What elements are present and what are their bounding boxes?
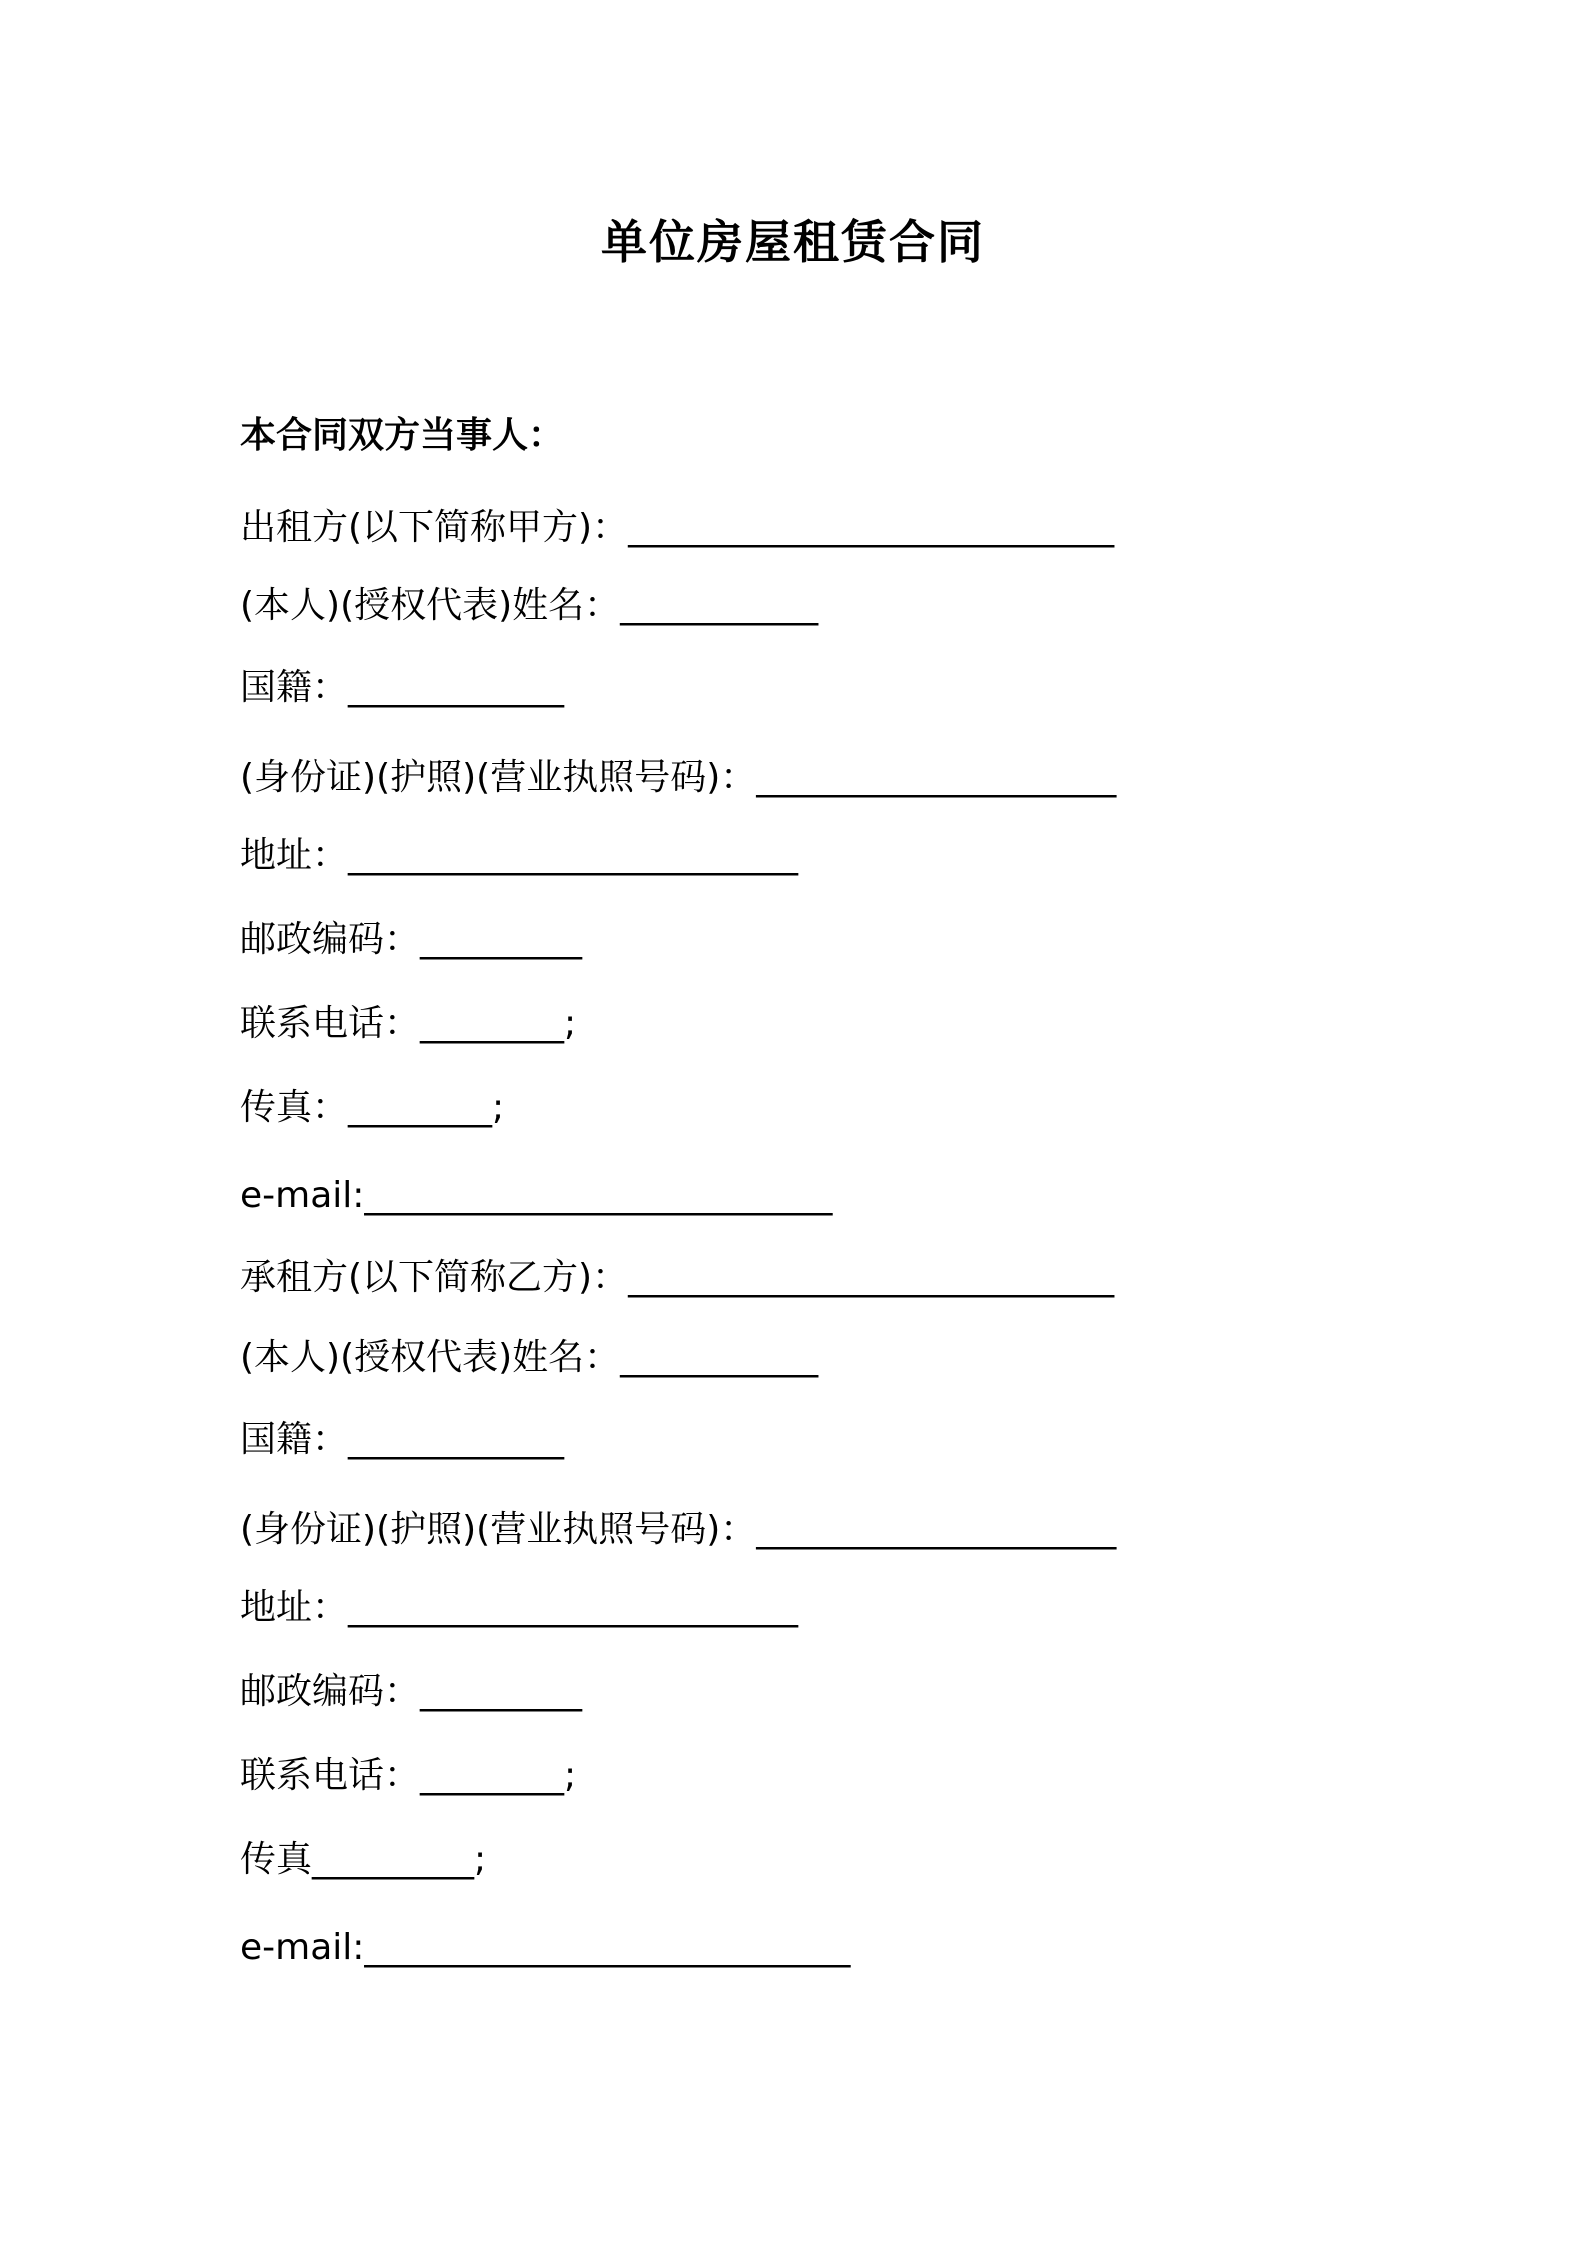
party-b-nationality: 国籍：____________ bbox=[240, 1419, 565, 1460]
party-a-email: e-mail:__________________________ bbox=[240, 1175, 833, 1216]
parties-intro: 本合同双方当事人： bbox=[240, 415, 565, 456]
party-a-postal-code: 邮政编码：_________ bbox=[240, 919, 583, 960]
party-b-phone: 联系电话：________; bbox=[240, 1755, 577, 1796]
party-b-name: (本人)(授权代表)姓名：___________ bbox=[240, 1337, 819, 1378]
party-a-fax: 传真：________; bbox=[240, 1087, 505, 1128]
party-a-nationality: 国籍：____________ bbox=[240, 667, 565, 708]
party-a-id-number: (身份证)(护照)(营业执照号码)：____________________ bbox=[240, 757, 1117, 798]
party-a-name: (本人)(授权代表)姓名：___________ bbox=[240, 585, 819, 626]
party-b-email: e-mail:___________________________ bbox=[240, 1927, 851, 1968]
party-b-heading: 承租方(以下简称乙方)：___________________________ bbox=[240, 1257, 1115, 1298]
party-b-postal-code: 邮政编码：_________ bbox=[240, 1671, 583, 1712]
party-a-heading: 出租方(以下简称甲方)：___________________________ bbox=[240, 507, 1115, 548]
party-b-address: 地址：_________________________ bbox=[240, 1587, 799, 1628]
party-b-fax: 传真_________; bbox=[240, 1839, 487, 1880]
party-a-address: 地址：_________________________ bbox=[240, 835, 799, 876]
party-b-id-number: (身份证)(护照)(营业执照号码)：____________________ bbox=[240, 1509, 1117, 1550]
document-title: 单位房屋租赁合同 bbox=[601, 215, 985, 269]
party-a-phone: 联系电话：________; bbox=[240, 1003, 577, 1044]
